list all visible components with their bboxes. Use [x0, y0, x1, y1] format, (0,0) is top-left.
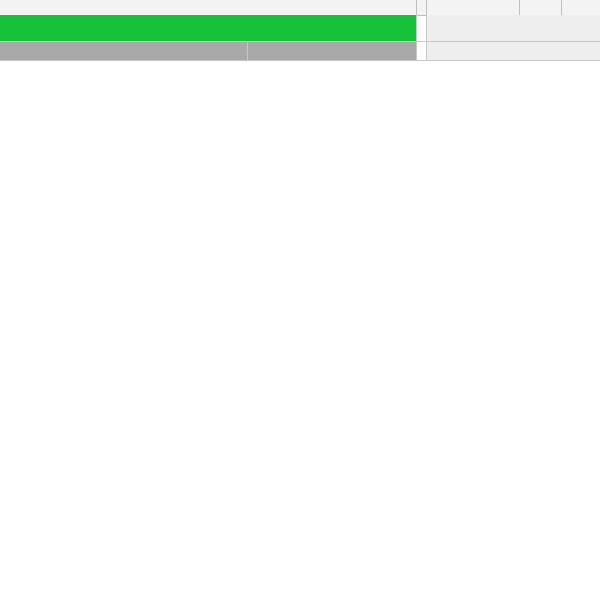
cell-e[interactable]	[417, 15, 427, 42]
column-header-f[interactable]	[427, 0, 520, 15]
title-text	[0, 15, 416, 41]
column-header-bar	[0, 0, 600, 16]
title-row	[0, 15, 600, 42]
column-header-e[interactable]	[417, 0, 427, 15]
header-main-text	[0, 42, 245, 60]
column-header-h[interactable]	[562, 0, 600, 15]
cell-e[interactable]	[417, 42, 427, 61]
notes-header-panel[interactable]	[427, 15, 600, 42]
column-header-g[interactable]	[520, 0, 562, 15]
title-cell[interactable]	[0, 15, 417, 42]
column-header-d[interactable]	[248, 0, 417, 15]
header-cell-action[interactable]	[248, 42, 417, 61]
header-cell-main[interactable]	[0, 42, 248, 61]
header-row	[0, 42, 600, 61]
header-action-text	[248, 42, 416, 60]
notes-header-panel-bottom[interactable]	[427, 42, 600, 61]
